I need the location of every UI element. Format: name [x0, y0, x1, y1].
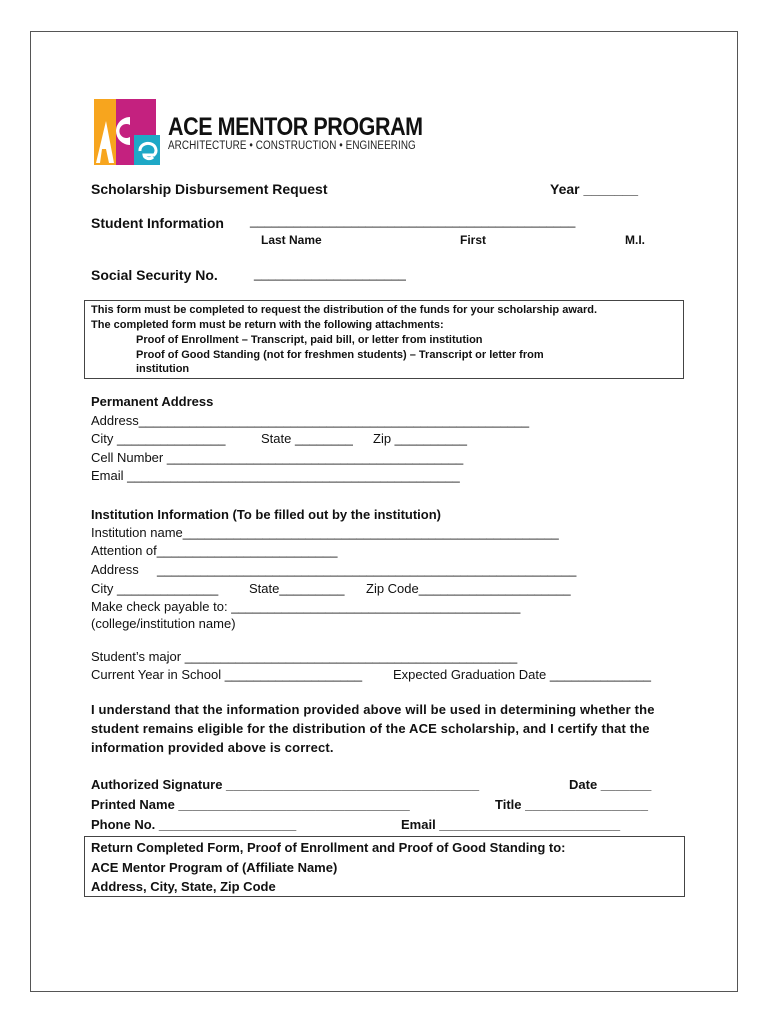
institution-address-label: Address — [91, 562, 139, 577]
logo-name: ACE MENTOR PROGRAM — [168, 113, 423, 141]
check-payable-field[interactable]: Make check payable to: ________________________________________ — [91, 599, 521, 614]
return-line-1: Return Completed Form, Proof of Enrollment and Proof of Good Standing to: — [91, 840, 566, 855]
student-major-field[interactable]: Student’s major ______________________________________________ — [91, 649, 518, 664]
notice-item-good-standing: Proof of Good Standing (not for freshmen students) – Transcript or letter from — [136, 349, 544, 361]
year-field[interactable]: Year _______ — [550, 181, 638, 197]
certify-line-2: student remains eligible for the distribution of the ACE scholarship, and I certify that the — [91, 721, 650, 736]
cell-number-field[interactable]: Cell Number _________________________________________ — [91, 450, 464, 465]
notice-line-1: This form must be completed to request the distribution of the funds for your scholarship award. — [91, 304, 598, 316]
return-line-2: ACE Mentor Program of (Affiliate Name) — [91, 860, 338, 875]
ace-logo — [94, 99, 164, 165]
permanent-city-field[interactable]: City _______________ — [91, 431, 226, 446]
certify-line-3: information provided above is correct. — [91, 740, 334, 755]
institution-name-field[interactable]: Institution name____________________________________________________ — [91, 525, 559, 540]
check-payable-note: (college/institution name) — [91, 616, 236, 631]
certify-line-1: I understand that the information provided above will be used in determining whether the — [91, 702, 655, 717]
signer-email-field[interactable]: Email _________________________ — [401, 817, 621, 832]
phone-field[interactable]: Phone No. ___________________ — [91, 817, 297, 832]
signature-date-field[interactable]: Date _______ — [569, 777, 652, 792]
notice-item-good-standing-cont: institution — [136, 363, 190, 375]
institution-state-field[interactable]: State_________ — [249, 581, 345, 596]
student-info-label: Student Information — [91, 215, 224, 231]
notice-line-2: The completed form must be return with the following attachments: — [91, 319, 444, 331]
printed-name-field[interactable]: Printed Name ________________________________ — [91, 797, 410, 812]
current-year-field[interactable]: Current Year in School ___________________ — [91, 667, 363, 682]
logo-tagline: ARCHITECTURE • CONSTRUCTION • ENGINEERING — [168, 140, 416, 152]
form-title: Scholarship Disbursement Request — [91, 181, 328, 197]
permanent-address-field[interactable]: Address______________________________________________________ — [91, 413, 530, 428]
student-name-field[interactable]: _____________________________________________ — [250, 213, 576, 228]
institution-zip-field[interactable]: Zip Code_____________________ — [366, 581, 571, 596]
last-name-caption: Last Name — [261, 233, 322, 247]
title-field[interactable]: Title _________________ — [495, 797, 649, 812]
authorized-signature-field[interactable]: Authorized Signature ___________________________________ — [91, 777, 480, 792]
notice-item-enrollment: Proof of Enrollment – Transcript, paid bill, or letter from institution — [136, 334, 483, 346]
return-line-3: Address, City, State, Zip Code — [91, 879, 276, 894]
permanent-address-heading: Permanent Address — [91, 394, 214, 409]
permanent-zip-field[interactable]: Zip __________ — [373, 431, 467, 446]
return-address-box — [84, 836, 685, 897]
institution-city-field[interactable]: City ______________ — [91, 581, 219, 596]
first-name-caption: First — [460, 233, 487, 247]
ssn-label: Social Security No. — [91, 267, 218, 283]
mi-caption: M.I. — [625, 233, 645, 247]
attention-field[interactable]: Attention of_________________________ — [91, 543, 338, 558]
institution-address-field[interactable]: __________________________________________________________ — [157, 562, 577, 577]
notice-box — [84, 300, 684, 379]
permanent-state-field[interactable]: State ________ — [261, 431, 353, 446]
ssn-field[interactable]: _____________________ — [254, 266, 406, 281]
ace-logo-mark-icon — [94, 99, 164, 165]
institution-heading: Institution Information (To be filled out by the institution) — [91, 507, 441, 522]
email-field[interactable]: Email ______________________________________________ — [91, 468, 460, 483]
graduation-date-field[interactable]: Expected Graduation Date ______________ — [393, 667, 652, 682]
